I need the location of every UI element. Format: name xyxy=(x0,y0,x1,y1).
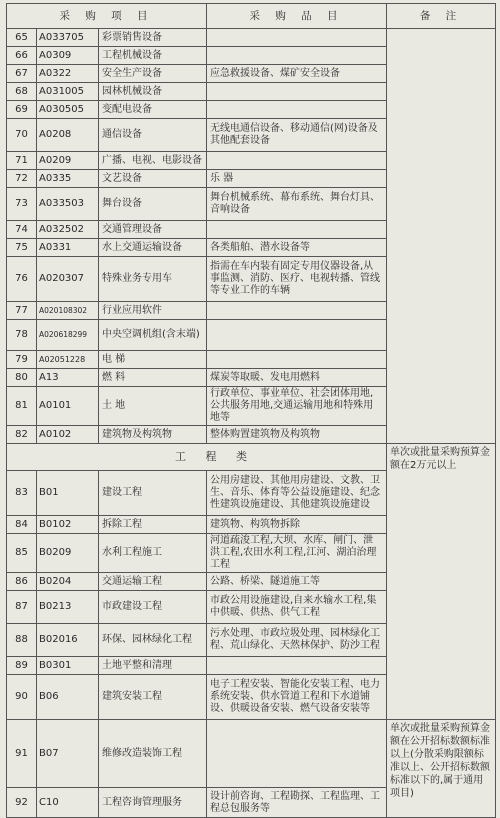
notes-cell-engineering: 单次或批量采购预算金额在2万元以上 xyxy=(387,444,496,720)
table-row xyxy=(7,29,496,47)
item-products: 河道疏浚工程,大坝、水库、闸门、泄洪工程,农田水利工程,江河、湖泊治理工程 xyxy=(207,534,387,573)
item-name: 彩票销售设备 xyxy=(99,29,207,47)
row-number: 68 xyxy=(7,83,37,101)
item-code: A030505 xyxy=(37,101,99,119)
item-name: 水上交通运输设备 xyxy=(99,239,207,257)
item-name: 安全生产设备 xyxy=(99,65,207,83)
row-number: 65 xyxy=(7,29,37,47)
item-products: 公路、桥梁、隧道施工等 xyxy=(207,573,387,591)
item-name: 特殊业务专用车 xyxy=(99,257,207,302)
header-procurement-item: 采 购 项 目 xyxy=(7,4,207,29)
item-code: B0213 xyxy=(37,591,99,624)
row-number: 82 xyxy=(7,426,37,444)
item-name: 维修改造装饰工程 xyxy=(99,720,207,788)
item-code: A0322 xyxy=(37,65,99,83)
item-code: B06 xyxy=(37,675,99,720)
item-name: 广播、电视、电影设备 xyxy=(99,152,207,170)
row-number: 80 xyxy=(7,369,37,387)
item-products xyxy=(207,29,387,47)
item-name: 中央空调机组(含末端) xyxy=(99,320,207,351)
row-number: 75 xyxy=(7,239,37,257)
item-code: A020108302 xyxy=(37,302,99,320)
item-name: 建筑安装工程 xyxy=(99,675,207,720)
row-number: 84 xyxy=(7,516,37,534)
item-name: 建设工程 xyxy=(99,471,207,516)
item-products xyxy=(207,720,387,788)
row-number: 92 xyxy=(7,788,37,818)
item-code: A020307 xyxy=(37,257,99,302)
item-name: 园林机械设备 xyxy=(99,83,207,101)
row-number: 69 xyxy=(7,101,37,119)
item-code: B02016 xyxy=(37,624,99,657)
row-number: 81 xyxy=(7,387,37,426)
procurement-table-page xyxy=(6,3,495,818)
item-products xyxy=(207,152,387,170)
item-code: A031005 xyxy=(37,83,99,101)
item-code: A0331 xyxy=(37,239,99,257)
item-products xyxy=(207,221,387,239)
item-code: C10 xyxy=(37,788,99,818)
item-code: A032502 xyxy=(37,221,99,239)
item-products: 行政单位、事业单位、社会团体用地,公共服务用地,交通运输用地和特殊用地等 xyxy=(207,387,387,426)
row-number: 70 xyxy=(7,119,37,152)
item-code: A0101 xyxy=(37,387,99,426)
item-code: A13 xyxy=(37,369,99,387)
row-number: 79 xyxy=(7,351,37,369)
row-number: 66 xyxy=(7,47,37,65)
item-products: 各类船舶、潜水设备等 xyxy=(207,239,387,257)
item-name: 土地平整和清理 xyxy=(99,657,207,675)
row-number: 90 xyxy=(7,675,37,720)
item-code: A02051228 xyxy=(37,351,99,369)
item-name: 建筑物及构筑物 xyxy=(99,426,207,444)
item-name: 水利工程施工 xyxy=(99,534,207,573)
item-name: 舞台设备 xyxy=(99,188,207,221)
item-name: 工程机械设备 xyxy=(99,47,207,65)
item-products: 煤炭等取暖、发电用燃料 xyxy=(207,369,387,387)
item-name: 工程咨询管理服务 xyxy=(99,788,207,818)
section-header-row xyxy=(7,444,496,471)
item-name: 拆除工程 xyxy=(99,516,207,534)
notes-cell-empty xyxy=(387,29,496,444)
row-number: 78 xyxy=(7,320,37,351)
item-products: 设计前咨询、工程勘探、工程监理、工程总包服务等 xyxy=(207,788,387,818)
item-code: B0209 xyxy=(37,534,99,573)
item-code: A033503 xyxy=(37,188,99,221)
row-number: 74 xyxy=(7,221,37,239)
procurement-catalog-table xyxy=(6,3,496,818)
item-products xyxy=(207,320,387,351)
item-name: 土 地 xyxy=(99,387,207,426)
item-products: 市政公用设施建设,自来水输水工程,集中供暖、供热、供气工程 xyxy=(207,591,387,624)
notes-cell-threshold: 单次或批量采购预算金额在公开招标数额标准以上(分散采购限额标准以上、公开招标数额标准以下的,属于通用项目) xyxy=(387,720,496,818)
item-name: 行业应用软件 xyxy=(99,302,207,320)
item-name: 交通管理设备 xyxy=(99,221,207,239)
item-products: 污水处理、市政垃圾处理、园林绿化工程、荒山绿化、天然林保护、防沙工程 xyxy=(207,624,387,657)
row-number: 91 xyxy=(7,720,37,788)
item-products: 舞台机械系统、幕布系统、舞台灯具、音响设备 xyxy=(207,188,387,221)
item-code: A020618299 xyxy=(37,320,99,351)
item-products xyxy=(207,302,387,320)
row-number: 73 xyxy=(7,188,37,221)
item-code: A0309 xyxy=(37,47,99,65)
item-products: 整体购置建筑物及构筑物 xyxy=(207,426,387,444)
item-code: B0204 xyxy=(37,573,99,591)
item-products: 电子工程安装、智能化安装工程、电力系统安装、供水管道工程和下水道铺设、供暖设备安装、燃气设备安装等 xyxy=(207,675,387,720)
item-code: A0102 xyxy=(37,426,99,444)
row-number: 88 xyxy=(7,624,37,657)
row-number: 71 xyxy=(7,152,37,170)
item-code: A033705 xyxy=(37,29,99,47)
row-number: 72 xyxy=(7,170,37,188)
row-number: 83 xyxy=(7,471,37,516)
item-products: 乐 器 xyxy=(207,170,387,188)
item-name: 市政建设工程 xyxy=(99,591,207,624)
row-number: 77 xyxy=(7,302,37,320)
item-code: B0102 xyxy=(37,516,99,534)
item-name: 燃 料 xyxy=(99,369,207,387)
header-notes: 备 注 xyxy=(387,4,496,29)
item-name: 文艺设备 xyxy=(99,170,207,188)
item-code: A0209 xyxy=(37,152,99,170)
item-name: 通信设备 xyxy=(99,119,207,152)
item-products xyxy=(207,101,387,119)
row-number: 86 xyxy=(7,573,37,591)
item-products xyxy=(207,657,387,675)
item-name: 变配电设备 xyxy=(99,101,207,119)
row-number: 87 xyxy=(7,591,37,624)
item-code: B01 xyxy=(37,471,99,516)
item-code: B07 xyxy=(37,720,99,788)
item-code: A0208 xyxy=(37,119,99,152)
item-products: 应急救援设备、煤矿安全设备 xyxy=(207,65,387,83)
table-header-row xyxy=(7,4,496,29)
section-title-engineering: 工 程 类 xyxy=(7,444,387,471)
item-code: A0335 xyxy=(37,170,99,188)
table-row xyxy=(7,720,496,788)
item-products xyxy=(207,47,387,65)
item-products xyxy=(207,351,387,369)
row-number: 85 xyxy=(7,534,37,573)
item-products: 无线电通信设备、移动通信(网)设备及其他配套设备 xyxy=(207,119,387,152)
header-procurement-products: 采 购 品 目 xyxy=(207,4,387,29)
item-products: 指需在车内装有固定专用仪器设备,从事监测、消防、医疗、电视转播、管线等专业工作的车辆 xyxy=(207,257,387,302)
row-number: 76 xyxy=(7,257,37,302)
row-number: 67 xyxy=(7,65,37,83)
item-name: 环保、园林绿化工程 xyxy=(99,624,207,657)
item-products: 建筑物、构筑物拆除 xyxy=(207,516,387,534)
item-name: 电 梯 xyxy=(99,351,207,369)
item-products xyxy=(207,83,387,101)
row-number: 89 xyxy=(7,657,37,675)
item-name: 交通运输工程 xyxy=(99,573,207,591)
item-code: B0301 xyxy=(37,657,99,675)
item-products: 公用房建设、其他用房建设、文教、卫生、音乐、体育等公益设施建设、纪念性建筑设施建设、其他建筑设施建设 xyxy=(207,471,387,516)
